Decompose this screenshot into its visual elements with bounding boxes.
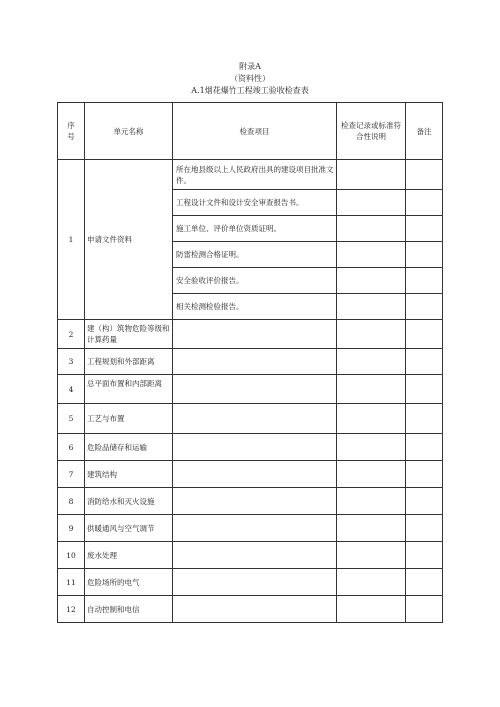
- table-row: [58, 375, 443, 404]
- cell-seq: 4: [58, 375, 85, 404]
- cell-record: [337, 434, 406, 461]
- cell-check-item: [173, 515, 337, 542]
- cell-record: [337, 320, 406, 349]
- cell-remark: [406, 515, 443, 542]
- table-row: [58, 569, 443, 596]
- cell-record: [337, 268, 406, 294]
- cell-check-item: [173, 434, 337, 461]
- cell-record: [337, 294, 406, 320]
- cell-unit-name: 危险场所的电气: [85, 569, 173, 596]
- cell-seq: 3: [58, 349, 85, 375]
- table-row: [58, 320, 443, 349]
- cell-remark: [406, 596, 443, 623]
- cell-check-item: [173, 320, 337, 349]
- cell-check-item: 工程设计文件和设计安全审查报告书。: [173, 190, 337, 216]
- cell-unit-name: 消防给水和灭火设施: [85, 488, 173, 515]
- col-header-unit-name: 单元名称: [85, 103, 173, 160]
- cell-remark: [406, 320, 443, 349]
- cell-record: [337, 569, 406, 596]
- cell-remark: [406, 242, 443, 268]
- cell-remark: [406, 349, 443, 375]
- cell-unit-name: 总平面布置和内部距离: [85, 375, 173, 404]
- cell-record: [337, 242, 406, 268]
- cell-remark: [406, 461, 443, 488]
- table-row: [58, 434, 443, 461]
- cell-remark: [406, 434, 443, 461]
- cell-record: [337, 461, 406, 488]
- cell-unit-name: 废水处理: [85, 542, 173, 569]
- cell-check-item: [173, 488, 337, 515]
- cell-record: [337, 216, 406, 242]
- cell-remark: [406, 160, 443, 190]
- appendix-nature: （资料性）: [230, 74, 270, 83]
- cell-check-item: [173, 542, 337, 569]
- cell-record: [337, 160, 406, 190]
- col-header-seq: 序号: [58, 103, 85, 160]
- cell-seq: 2: [58, 320, 85, 349]
- cell-seq: 10: [58, 542, 85, 569]
- cell-record: [337, 190, 406, 216]
- table-row: [58, 515, 443, 542]
- cell-remark: [406, 542, 443, 569]
- table-row: [58, 160, 443, 190]
- cell-record: [337, 404, 406, 434]
- cell-record: [337, 349, 406, 375]
- table-row: [58, 461, 443, 488]
- cell-remark: [406, 488, 443, 515]
- cell-record: [337, 596, 406, 623]
- cell-remark: [406, 375, 443, 404]
- table-row: [58, 349, 443, 375]
- cell-check-item: [173, 404, 337, 434]
- table-row: [58, 488, 443, 515]
- cell-check-item: [173, 375, 337, 404]
- cell-unit-name: 工程规划和外部距离: [85, 349, 173, 375]
- cell-record: [337, 542, 406, 569]
- cell-seq: 12: [58, 596, 85, 623]
- table-header-row: [58, 103, 443, 160]
- cell-unit-name: 工艺与布置: [85, 404, 173, 434]
- cell-seq: 8: [58, 488, 85, 515]
- cell-remark: [406, 569, 443, 596]
- cell-unit-name: 申请文件资料: [85, 160, 173, 320]
- cell-check-item: 安全验收评价报告。: [173, 268, 337, 294]
- cell-check-item: 施工单位、评价单位资质证明。: [173, 216, 337, 242]
- cell-remark: [406, 404, 443, 434]
- cell-unit-name: 供暖通风与空气调节: [85, 515, 173, 542]
- appendix-label: 附录A: [239, 62, 261, 71]
- cell-record: [337, 375, 406, 404]
- cell-check-item: 相关检测检验报告。: [173, 294, 337, 320]
- inspection-table: [57, 102, 443, 623]
- cell-unit-name: 建筑结构: [85, 461, 173, 488]
- col-header-record: 检查记录或标准符合性说明: [337, 103, 406, 160]
- cell-remark: [406, 216, 443, 242]
- cell-seq: 7: [58, 461, 85, 488]
- cell-record: [337, 515, 406, 542]
- cell-unit-name: 危险品储存和运输: [85, 434, 173, 461]
- cell-check-item: 所在地县级以上人民政府出具的建设项目批准文件。: [173, 160, 337, 190]
- col-header-check-item: 检查项目: [173, 103, 337, 160]
- cell-check-item: [173, 349, 337, 375]
- cell-seq: 5: [58, 404, 85, 434]
- table-title: A.1烟花爆竹工程竣工验收检查表: [191, 86, 309, 95]
- col-header-remark: 备注: [406, 103, 443, 160]
- cell-check-item: 防雷检测合格证明。: [173, 242, 337, 268]
- cell-seq: 9: [58, 515, 85, 542]
- table-row: [58, 542, 443, 569]
- cell-seq: 1: [58, 160, 85, 320]
- cell-seq: 11: [58, 569, 85, 596]
- cell-check-item: [173, 461, 337, 488]
- cell-record: [337, 488, 406, 515]
- cell-check-item: [173, 596, 337, 623]
- cell-remark: [406, 268, 443, 294]
- cell-seq: 6: [58, 434, 85, 461]
- cell-check-item: [173, 569, 337, 596]
- table-row: [58, 404, 443, 434]
- cell-unit-name: 建（构）筑物危险等级和计算药量: [85, 320, 173, 349]
- cell-remark: [406, 190, 443, 216]
- cell-remark: [406, 294, 443, 320]
- cell-unit-name: 自动控制和电信: [85, 596, 173, 623]
- table-row: [58, 596, 443, 623]
